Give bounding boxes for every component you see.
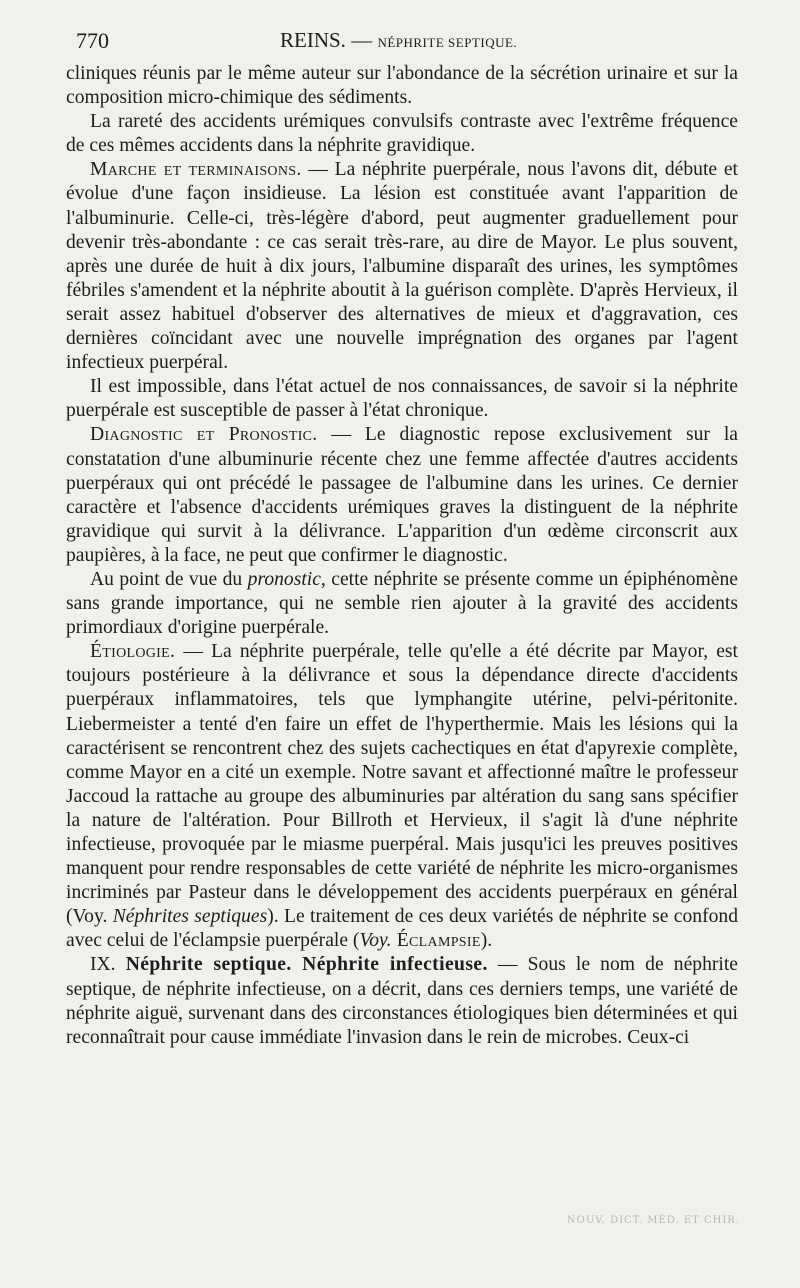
italic-pronostic: pronostic, (247, 568, 326, 590)
section-number: IX. (90, 954, 126, 976)
section-heading-nephrite-septique: Néphrite septique. Néphrite infectieuse. (125, 954, 488, 976)
body-text (66, 62, 738, 1050)
section-heading-marche: Marche et terminaisons. (90, 159, 302, 181)
page (66, 22, 738, 1050)
paragraph-nephrite-septique: IX. Néphrite septique. Néphrite infectieuse. — Sous le nom de néphrite septique, de néphrite infectieuse, on a décrit, dans ces derniers temps, une variété de néphrite aiguë, survenant dans des circonstances étiologiques bien déterminées et qui reconnaîtrait pour cause immédiate l'invasion dans le rein de microbes. Ceux-ci (66, 954, 738, 1048)
running-title-main: REINS. (280, 28, 346, 52)
page-header (66, 22, 738, 62)
paragraph-continuation: cliniques réunis par le même auteur sur l'abondance de la sécrétion urinaire et sur la composition micro-chimique des sédiments. (66, 63, 738, 109)
page-number: 770 (76, 28, 109, 53)
running-title (280, 28, 517, 53)
paragraph-pronostic: Au point de vue du pronostic, cette néphrite se présente comme un épiphénomène sans grande importance, qui ne semble rien ajouter à la gravité des accidents primordiaux d'origine puerpérale. (66, 568, 738, 639)
running-title-dash: — (351, 28, 373, 52)
paragraph-chronicity: Il est impossible, dans l'état actuel de nos connaissances, de savoir si la néphrite puerpérale est susceptible de passer à l'état chronique. (66, 376, 738, 422)
cross-reference-nephrites-septiques: Néphrites septiques (112, 906, 268, 928)
footer-signature: NOUV. DICT. MÉD. ET CHIR. (566, 1215, 740, 1226)
paragraph-marche-terminaisons: Marche et terminaisons. — La néphrite puerpérale, nous l'avons dit, débute et évolue d'une façon insidieuse. La lésion est constituée avant l'apparition de l'albuminurie. Celle-ci, très-légère d'abord, peut augmenter graduellement pour devenir très-abondante : ce cas serait très-rare, au dire de Mayor. Le plus souvent, après une durée de huit à dix jours, l'albumine disparaît des urines, les symptômes fébriles s'amendent et la néphrite aboutit à la guérison complète. D'après Hervieux, il serait assez habituel d'observer des alternatives de mieux et d'aggravation, ces dernières coïncidant avec une nouvelle imprégnation des organes par l'agent infectieux puerpéral. (66, 159, 739, 374)
paragraph-uremic-accidents: La rareté des accidents urémiques convulsifs contraste avec l'extrême fréquence de ces mêmes accidents dans la néphrite gravidique. (66, 111, 738, 157)
section-heading-diagnostic: Diagnostic et Pronostic. (90, 424, 318, 446)
section-heading-etiologie: Étiologie. (90, 641, 176, 663)
paragraph-diagnostic: Diagnostic et Pronostic. — Le diagnostic repose exclusivement sur la constatation d'une albuminurie récente chez une femme affectée d'autres accidents puerpéraux qui ont précédé le passagee de l'albumine dans les urines. Ce dernier caractère et l'absence d'accidents urémiques graves la distinguent de la néphrite gravidique qui survit à la délivrance. L'apparition d'un œdème circonscrit aux paupières, à la face, ne peut que confirmer le diagnostic. (66, 424, 738, 566)
running-title-sub: NÉPHRITE SEPTIQUE. (377, 35, 518, 50)
paragraph-etiologie: Étiologie. — La néphrite puerpérale, telle qu'elle a été décrite par Mayor, est toujours postérieure à la délivrance et sous la dépendance directe d'accidents puerpéraux inflammatoires, tels que lymphangite utérine, pelvi-péritonite. Liebermeister a tenté d'en faire un effet de l'hyperthermie. Mais les lésions qui la caractérisent se rencontrent chez des sujets cachectiques en état d'apyrexie complète, comme Mayor en a cité un exemple. Notre savant et affectionné maître le professeur Jaccoud la rattache au groupe des albuminuries par altération du sang sans spécifier la nature de l'altération. Pour Billroth et Hervieux, il s'agit là d'une néphrite infectieuse, provoquée par le miasme puerpéral. Mais jusqu'ici les preuves positives manquent pour rendre responsables de cette variété de néphrite les micro-organismes incriminés par Pasteur dans le développement des accidents puerpéraux en général (Voy. Néphrites septiques). Le traitement de ces deux variétés de néphrite se confond avec celui de l'éclampsie puerpérale (Voy. Éclampsie). (66, 641, 738, 952)
cross-reference-eclampsie: Éclampsie (391, 930, 481, 952)
